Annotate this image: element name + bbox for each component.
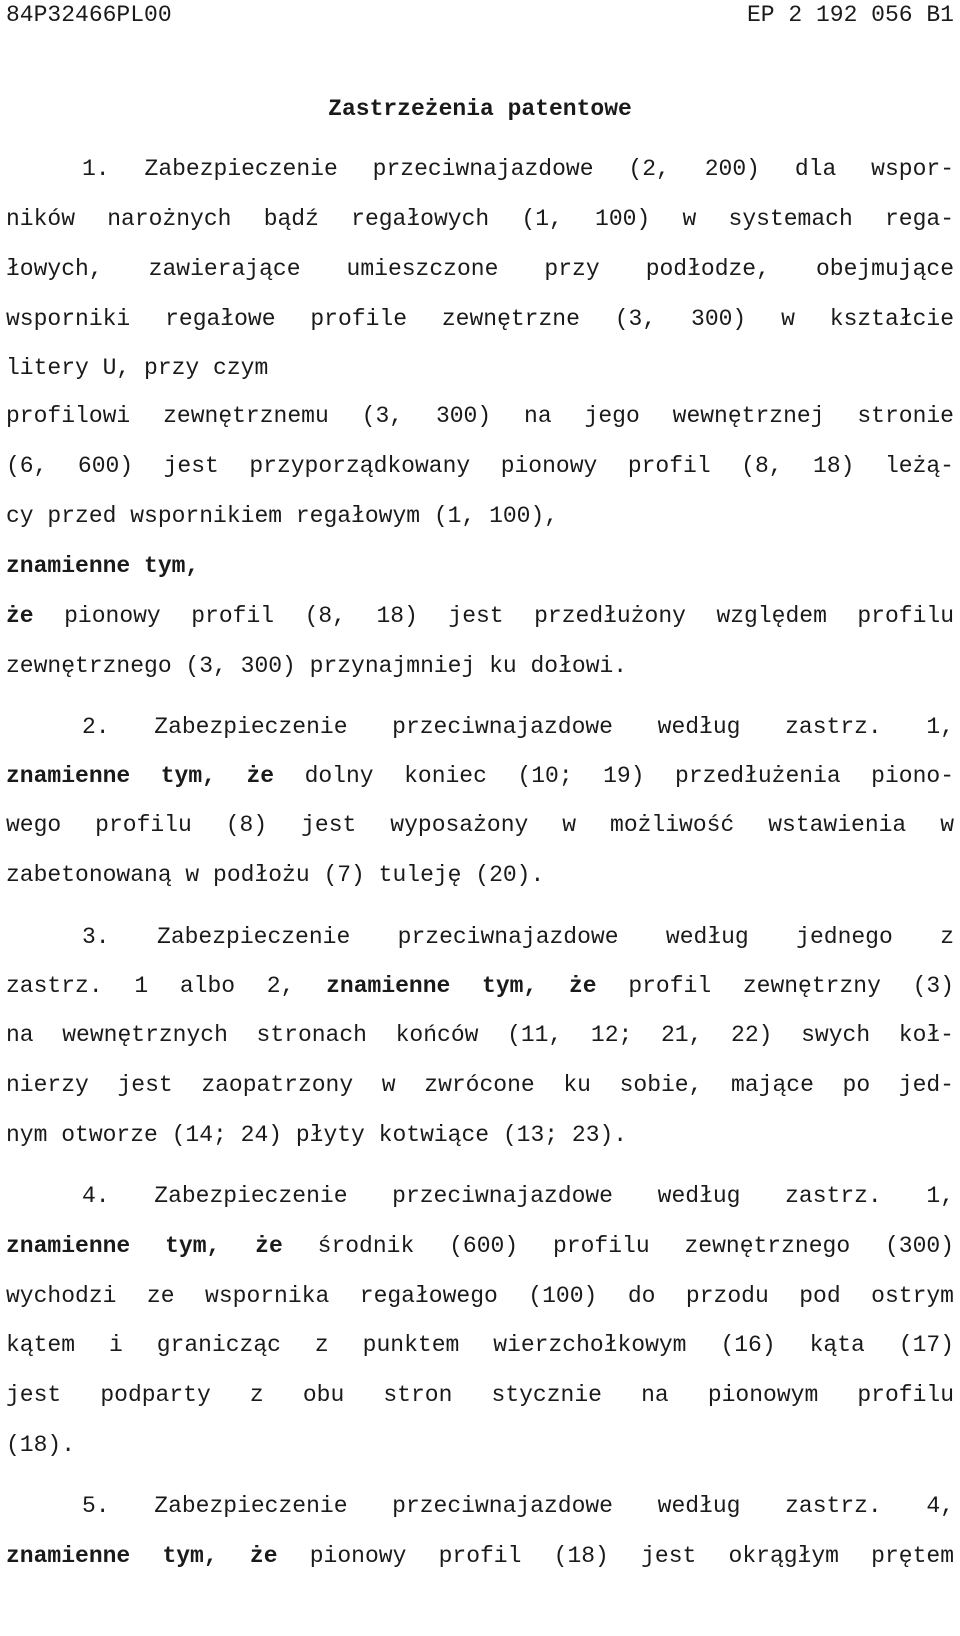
claim-2-line-2: znamienne tym, że dolny koniec (10; 19) przedłużenia piono- <box>6 763 954 789</box>
claim-5-line-2: znamienne tym, że pionowy profil (18) jest okrągłym prętem <box>6 1543 954 1569</box>
claim-1-line-1: 1. Zabezpieczenie przeciwnajazdowe (2, 200) dla wspor- <box>82 156 954 182</box>
claim-1-line-9: znamienne tym, <box>6 553 200 579</box>
claim-2-line-4: zabetonowaną w podłożu (7) tuleję (20). <box>6 862 545 888</box>
claim-1-line-2: ników narożnych bądź regałowych (1, 100) w systemach rega- <box>6 206 954 232</box>
claim-4-line-1: 4. Zabezpieczenie przeciwnajazdowe według zastrz. 1, <box>82 1183 954 1209</box>
claim-1-line-7: (6, 600) jest przyporządkowany pionowy profil (8, 18) leżą- <box>6 453 954 479</box>
claim-2-line-3: wego profilu (8) jest wyposażony w możliwość wstawienia w <box>6 812 954 838</box>
claim-4-line-3: wychodzi ze wspornika regałowego (100) do przodu pod ostrym <box>6 1283 954 1309</box>
claim-4-line-6: (18). <box>6 1432 76 1458</box>
claim-2-line-1: 2. Zabezpieczenie przeciwnajazdowe według zastrz. 1, <box>82 714 954 740</box>
claim-4-line-5: jest podparty z obu stron stycznie na pionowym profilu <box>6 1382 954 1408</box>
claim-1-line-4: wsporniki regałowe profile zewnętrzne (3, 300) w kształcie <box>6 306 954 332</box>
claim-3-line-3: na wewnętrznych stronach końców (11, 12; 21, 22) swych koł- <box>6 1022 954 1048</box>
claim-1-line-3: łowych, zawierające umieszczone przy podłodze, obejmujące <box>6 256 954 282</box>
claim-4-line-4: kątem i granicząc z punktem wierzchołkowym (16) kąta (17) <box>6 1332 954 1358</box>
patent-number: EP 2 192 056 B1 <box>746 2 954 28</box>
claim-1-line-8: cy przed wspornikiem regałowym (1, 100), <box>6 503 559 529</box>
claim-3-line-2: zastrz. 1 albo 2, znamienne tym, że profil zewnętrzny (3) <box>6 973 954 999</box>
claim-3-line-5: nym otworze (14; 24) płyty kotwiące (13; 23). <box>6 1122 628 1148</box>
claim-3-line-1: 3. Zabezpieczenie przeciwnajazdowe według jednego z <box>82 924 954 950</box>
claim-3-line-4: nierzy jest zaopatrzony w zwrócone ku sobie, mające po jed- <box>6 1072 954 1098</box>
document-id: 84P32466PL00 <box>6 2 172 28</box>
claim-1-line-11: zewnętrznego (3, 300) przynajmniej ku dołowi. <box>6 653 628 679</box>
claim-1-line-10: że pionowy profil (8, 18) jest przedłużony względem profilu <box>6 603 954 629</box>
claim-5-line-1: 5. Zabezpieczenie przeciwnajazdowe według zastrz. 4, <box>82 1493 954 1519</box>
page-title: Zastrzeżenia patentowe <box>328 96 632 122</box>
claim-1-line-5: litery U, przy czym <box>6 355 269 381</box>
claim-1-line-6: profilowi zewnętrznemu (3, 300) na jego wewnętrznej stronie <box>6 403 954 429</box>
claim-4-line-2: znamienne tym, że środnik (600) profilu zewnętrznego (300) <box>6 1233 954 1259</box>
